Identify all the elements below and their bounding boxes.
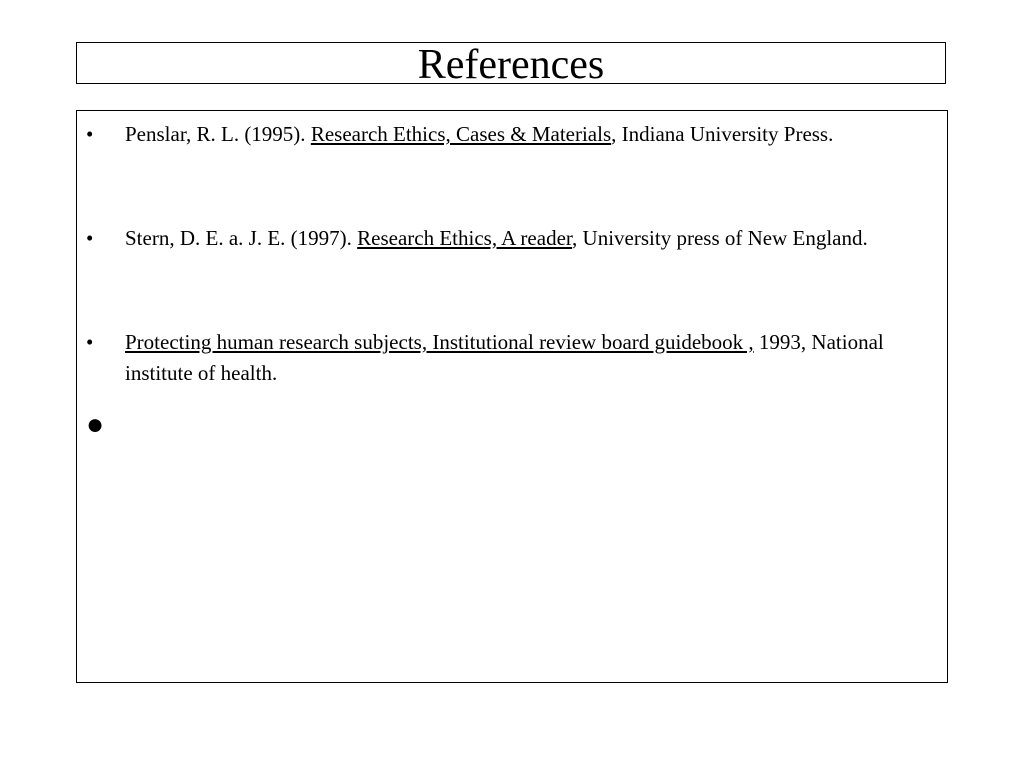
slide-title: References bbox=[417, 42, 605, 88]
empty-bullet-icon: ● bbox=[86, 408, 105, 441]
bullet-icon: • bbox=[86, 226, 94, 250]
title-box bbox=[76, 42, 946, 88]
bullet-icon: • bbox=[86, 122, 94, 146]
reference-text bbox=[125, 327, 940, 389]
reference-author: Stern, D. E. a. J. E. (1997). bbox=[125, 226, 358, 250]
reference-publisher: 1993, National institute of health. bbox=[125, 330, 884, 385]
reference-text bbox=[125, 223, 940, 254]
reference-publisher: , Indiana University Press. bbox=[611, 122, 834, 146]
content-box bbox=[76, 110, 948, 683]
reference-title: Protecting human research subjects, Institutional review board guidebook , bbox=[125, 330, 754, 354]
reference-title: Research Ethics, Cases & Materials bbox=[310, 122, 612, 146]
reference-publisher: , University press of New England. bbox=[572, 226, 868, 250]
reference-text bbox=[125, 119, 940, 150]
reference-title: Research Ethics, A reader bbox=[357, 226, 573, 250]
bullet-icon: • bbox=[86, 330, 94, 354]
reference-author: Penslar, R. L. (1995). bbox=[125, 122, 311, 146]
